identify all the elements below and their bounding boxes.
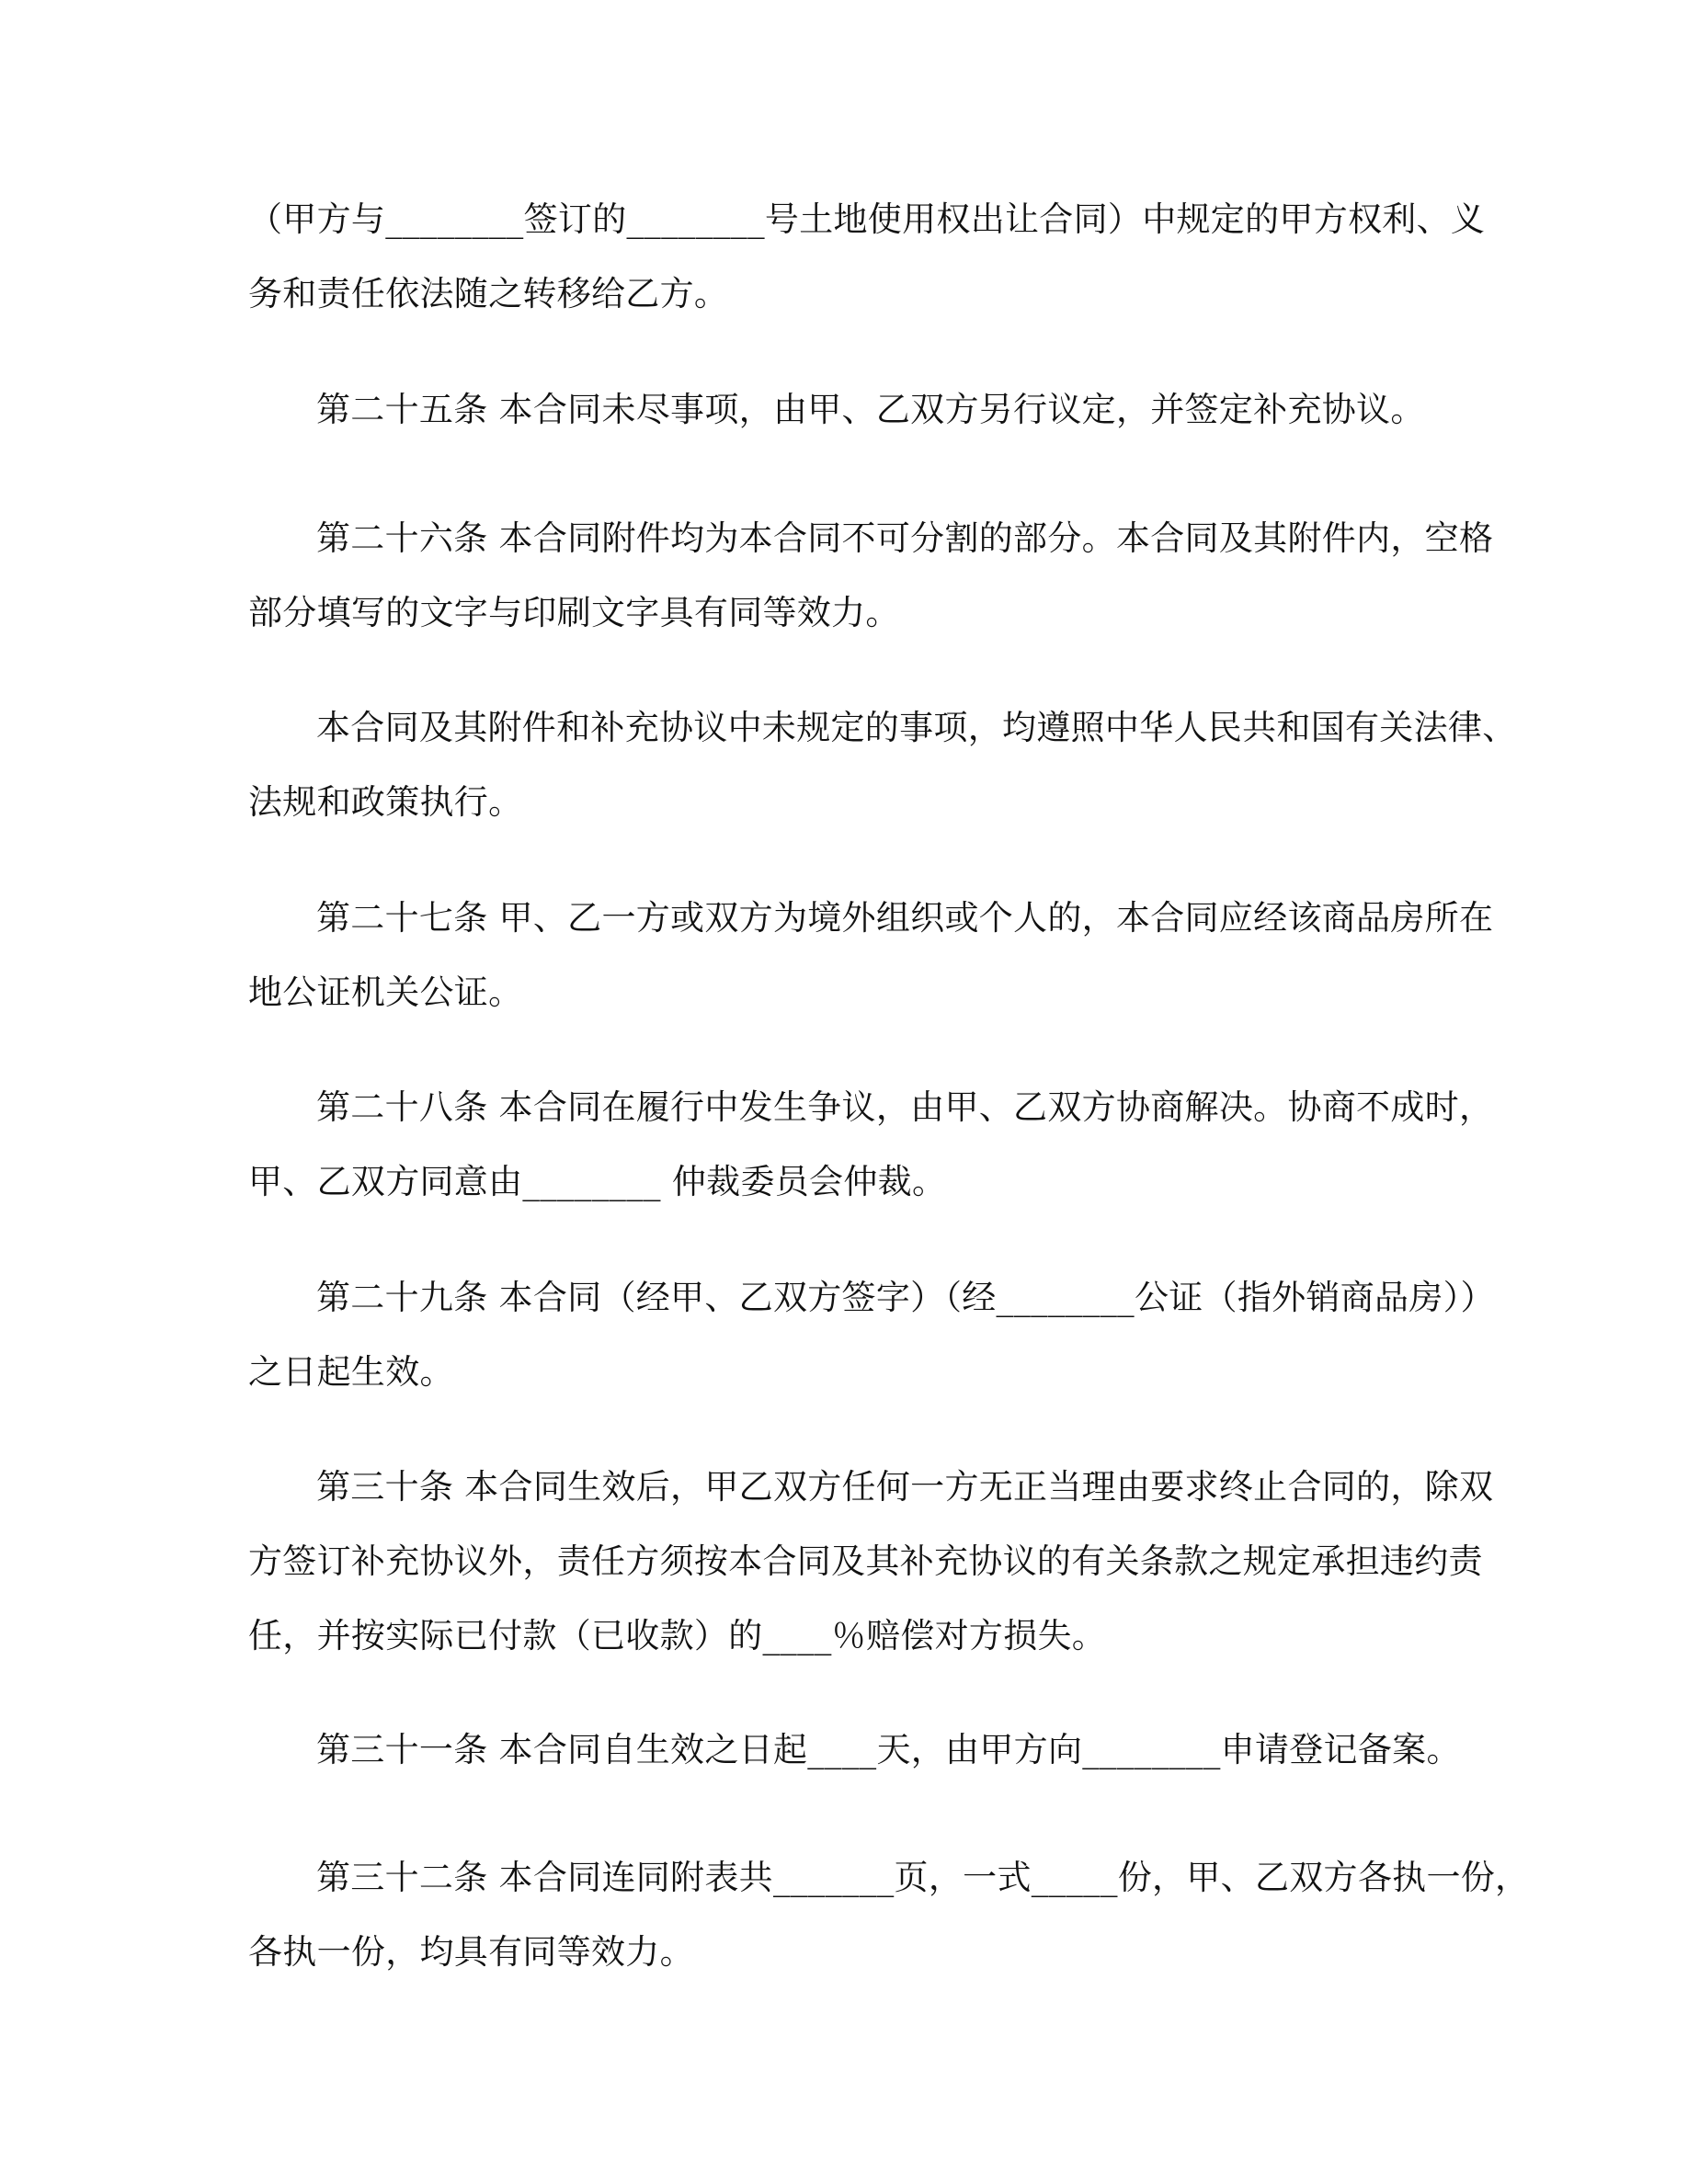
article-30 (248, 1450, 1494, 1673)
paragraph-line: 第三十一条 本合同自生效之日起____天，由甲方向________申请登记备案。 (316, 1730, 1461, 1769)
paragraph-line: 务和责任依法随之转移给乙方。 (248, 274, 729, 313)
article-29 (248, 1260, 1495, 1409)
paragraph-line: 第三十二条 本合同连同附表共_______页，一式_____份，甲、乙双方各执一份， (316, 1858, 1530, 1897)
article-25 (248, 372, 1445, 447)
paragraph-intro (248, 182, 1486, 331)
paragraph-line: 之日起生效。 (248, 1352, 454, 1392)
paragraph-line: 方签订补充协议外，责任方须按本合同及其补充协议的有关条款之规定承担违约责 (248, 1541, 1483, 1581)
paragraph-line: （甲方与________签订的________号土地使用权出让合同）中规定的甲方权利、义 (248, 199, 1486, 239)
paragraph-line: 第二十八条 本合同在履行中发生争议，由甲、乙双方协商解决。协商不成时， (316, 1087, 1494, 1127)
paragraph-line: 任，并按实际已付款（已收款）的____％赔偿对方损失。 (248, 1616, 1107, 1655)
article-28 (248, 1070, 1494, 1219)
article-26-supplement (248, 690, 1517, 839)
paragraph-line: 各执一份，均具有同等效力。 (248, 1932, 694, 1972)
paragraph-line: 第二十六条 本合同附件均为本合同不可分割的部分。本合同及其附件内，空格 (316, 518, 1494, 558)
article-31 (248, 1712, 1461, 1787)
paragraph-line: 第二十七条 甲、乙一方或双方为境外组织或个人的，本合同应经该商品房所在 (316, 898, 1494, 938)
paragraph-line: 第三十条 本合同生效后，甲乙双方任何一方无正当理由要求终止合同的，除双 (316, 1467, 1494, 1507)
paragraph-line: 甲、乙双方同意由________ 仲裁委员会仲裁。 (248, 1162, 947, 1201)
paragraph-line: 第二十九条 本合同（经甲、乙双方签字）（经________公证（指外销商品房）） (316, 1278, 1495, 1317)
paragraph-line: 本合同及其附件和补充协议中未规定的事项，均遵照中华人民共和国有关法律、 (316, 708, 1517, 747)
article-27 (248, 881, 1494, 1029)
paragraph-line: 部分填写的文字与印刷文字具有同等效力。 (248, 593, 900, 632)
paragraph-line: 法规和政策执行。 (248, 782, 523, 822)
paragraph-line: 地公证机关公证。 (248, 973, 523, 1012)
paragraph-line: 第二十五条 本合同未尽事项，由甲、乙双方另行议定，并签定补充协议。 (316, 390, 1425, 429)
article-26 (248, 501, 1494, 650)
article-32 (248, 1840, 1530, 1989)
